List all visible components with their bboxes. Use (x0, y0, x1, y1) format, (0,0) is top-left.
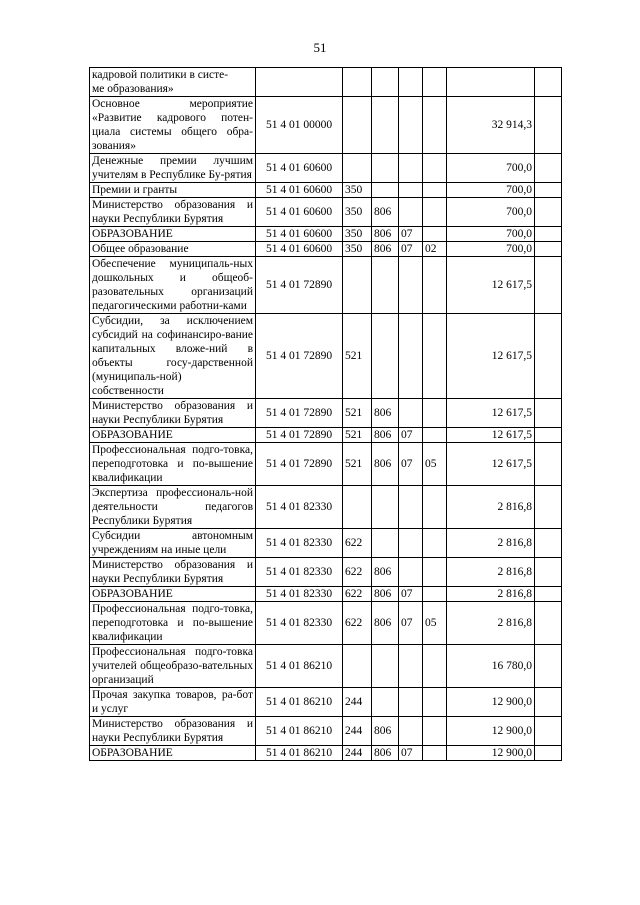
expense-type-cell: 350 (343, 183, 372, 198)
row-name-cell: Профессиональная подго-товка учителей общеобразо-вательных организаций (90, 645, 256, 688)
target-code-cell: 51 4 01 86210 (256, 717, 343, 746)
ministry-code-cell (372, 645, 399, 688)
section-code-cell: 07 (399, 746, 423, 761)
table-row (90, 602, 562, 645)
section-code-cell (399, 198, 423, 227)
table-row (90, 587, 562, 602)
empty-cell (535, 428, 562, 443)
row-name-cell: Премии и гранты (90, 183, 256, 198)
ministry-code-cell (372, 688, 399, 717)
table-row (90, 746, 562, 761)
expense-type-cell: 622 (343, 558, 372, 587)
row-name-cell: Основное мероприятие «Развитие кадрового потен-циала системы общего обра-зования» (90, 97, 256, 154)
expense-type-cell: 622 (343, 529, 372, 558)
empty-cell (535, 183, 562, 198)
section-code-cell (399, 717, 423, 746)
budget-table (89, 67, 562, 761)
subsection-code-cell (423, 227, 447, 242)
row-name-cell: Министерство образования и науки Республики Бурятия (90, 399, 256, 428)
table-row (90, 97, 562, 154)
empty-cell (535, 443, 562, 486)
amount-cell (447, 68, 535, 97)
section-code-cell: 07 (399, 227, 423, 242)
row-name-cell: ОБРАЗОВАНИЕ (90, 746, 256, 761)
subsection-code-cell (423, 428, 447, 443)
target-code-cell: 51 4 01 00000 (256, 97, 343, 154)
section-code-cell (399, 97, 423, 154)
row-name-cell: Денежные премии лучшим учителям в Республике Бу-рятия (90, 154, 256, 183)
table-row (90, 183, 562, 198)
subsection-code-cell (423, 587, 447, 602)
section-code-cell (399, 645, 423, 688)
table-body (90, 68, 562, 761)
subsection-code-cell (423, 399, 447, 428)
empty-cell (535, 242, 562, 257)
target-code-cell: 51 4 01 60600 (256, 242, 343, 257)
target-code-cell: 51 4 01 60600 (256, 227, 343, 242)
ministry-code-cell: 806 (372, 587, 399, 602)
row-name-cell: Профессиональная подго-товка, переподготовка и по-вышение квалификации (90, 602, 256, 645)
amount-cell: 12 617,5 (447, 257, 535, 314)
subsection-code-cell (423, 486, 447, 529)
section-code-cell: 07 (399, 602, 423, 645)
row-name-cell: Прочая закупка товаров, ра-бот и услуг (90, 688, 256, 717)
section-code-cell (399, 154, 423, 183)
row-name-cell: ОБРАЗОВАНИЕ (90, 428, 256, 443)
ministry-code-cell (372, 529, 399, 558)
expense-type-cell: 350 (343, 198, 372, 227)
row-name-cell: Обеспечение муниципаль-ных дошкольных и общеоб-разовательных организаций педагогическими работни-ками (90, 257, 256, 314)
amount-cell: 2 816,8 (447, 486, 535, 529)
empty-cell (535, 717, 562, 746)
empty-cell (535, 529, 562, 558)
row-name-cell: Субсидии, за исключением субсидий на софинансиро-вание капитальных вложе-ний в объекты госу-дарственной (муниципаль-ной) собственности (90, 314, 256, 399)
ministry-code-cell: 806 (372, 717, 399, 746)
row-name-cell: ОБРАЗОВАНИЕ (90, 227, 256, 242)
subsection-code-cell (423, 717, 447, 746)
row-name-cell: кадровой политики в систе- ме образования» (90, 68, 256, 97)
amount-cell: 12 617,5 (447, 314, 535, 399)
table-row (90, 428, 562, 443)
table-row (90, 257, 562, 314)
expense-type-cell: 622 (343, 602, 372, 645)
ministry-code-cell: 806 (372, 399, 399, 428)
expense-type-cell: 244 (343, 688, 372, 717)
ministry-code-cell (372, 68, 399, 97)
table-row (90, 645, 562, 688)
amount-cell: 2 816,8 (447, 587, 535, 602)
expense-type-cell (343, 68, 372, 97)
table-row (90, 227, 562, 242)
ministry-code-cell: 806 (372, 558, 399, 587)
section-code-cell (399, 529, 423, 558)
expense-type-cell (343, 645, 372, 688)
expense-type-cell (343, 257, 372, 314)
expense-type-cell (343, 154, 372, 183)
table-row (90, 314, 562, 399)
expense-type-cell: 622 (343, 587, 372, 602)
row-name-cell: ОБРАЗОВАНИЕ (90, 587, 256, 602)
amount-cell: 700,0 (447, 183, 535, 198)
empty-cell (535, 97, 562, 154)
empty-cell (535, 198, 562, 227)
expense-type-cell: 350 (343, 227, 372, 242)
amount-cell: 700,0 (447, 154, 535, 183)
target-code-cell: 51 4 01 86210 (256, 688, 343, 717)
row-name-cell: Экспертиза профессиональ-ной деятельности педагогов Республики Бурятия (90, 486, 256, 529)
subsection-code-cell (423, 257, 447, 314)
amount-cell: 32 914,3 (447, 97, 535, 154)
section-code-cell: 07 (399, 428, 423, 443)
amount-cell: 700,0 (447, 198, 535, 227)
target-code-cell: 51 4 01 60600 (256, 154, 343, 183)
amount-cell: 2 816,8 (447, 558, 535, 587)
ministry-code-cell: 806 (372, 242, 399, 257)
empty-cell (535, 746, 562, 761)
target-code-cell: 51 4 01 82330 (256, 529, 343, 558)
empty-cell (535, 227, 562, 242)
section-code-cell (399, 558, 423, 587)
section-code-cell: 07 (399, 587, 423, 602)
amount-cell: 12 617,5 (447, 428, 535, 443)
target-code-cell: 51 4 01 72890 (256, 314, 343, 399)
target-code-cell: 51 4 01 82330 (256, 486, 343, 529)
target-code-cell: 51 4 01 82330 (256, 602, 343, 645)
target-code-cell: 51 4 01 82330 (256, 558, 343, 587)
empty-cell (535, 587, 562, 602)
empty-cell (535, 688, 562, 717)
amount-cell: 2 816,8 (447, 529, 535, 558)
table-row (90, 558, 562, 587)
expense-type-cell: 350 (343, 242, 372, 257)
expense-type-cell: 521 (343, 443, 372, 486)
subsection-code-cell (423, 97, 447, 154)
section-code-cell: 07 (399, 443, 423, 486)
amount-cell: 12 900,0 (447, 717, 535, 746)
subsection-code-cell (423, 154, 447, 183)
empty-cell (535, 68, 562, 97)
empty-cell (535, 602, 562, 645)
subsection-code-cell (423, 198, 447, 227)
target-code-cell: 51 4 01 72890 (256, 428, 343, 443)
amount-cell: 12 617,5 (447, 443, 535, 486)
row-name-cell: Министерство образования и науки Республики Бурятия (90, 717, 256, 746)
empty-cell (535, 645, 562, 688)
ministry-code-cell (372, 257, 399, 314)
empty-cell (535, 257, 562, 314)
expense-type-cell: 521 (343, 428, 372, 443)
table-row (90, 443, 562, 486)
table-row (90, 717, 562, 746)
expense-type-cell: 521 (343, 399, 372, 428)
row-name-cell: Профессиональная подго-товка, переподготовка и по-вышение квалификации (90, 443, 256, 486)
section-code-cell (399, 257, 423, 314)
amount-cell: 12 617,5 (447, 399, 535, 428)
target-code-cell: 51 4 01 82330 (256, 587, 343, 602)
amount-cell: 16 780,0 (447, 645, 535, 688)
expense-type-cell (343, 486, 372, 529)
target-code-cell: 51 4 01 60600 (256, 183, 343, 198)
ministry-code-cell (372, 314, 399, 399)
amount-cell: 12 900,0 (447, 746, 535, 761)
table-row (90, 68, 562, 97)
table-row (90, 486, 562, 529)
table-row (90, 242, 562, 257)
subsection-code-cell (423, 645, 447, 688)
subsection-code-cell (423, 68, 447, 97)
ministry-code-cell (372, 154, 399, 183)
ministry-code-cell: 806 (372, 746, 399, 761)
subsection-code-cell (423, 183, 447, 198)
table-row (90, 688, 562, 717)
row-name-cell: Министерство образования и науки Республики Бурятия (90, 198, 256, 227)
section-code-cell (399, 314, 423, 399)
row-name-cell: Общее образование (90, 242, 256, 257)
empty-cell (535, 154, 562, 183)
section-code-cell (399, 399, 423, 428)
target-code-cell: 51 4 01 86210 (256, 645, 343, 688)
ministry-code-cell: 806 (372, 428, 399, 443)
ministry-code-cell (372, 183, 399, 198)
amount-cell: 700,0 (447, 227, 535, 242)
target-code-cell (256, 68, 343, 97)
section-code-cell: 07 (399, 242, 423, 257)
target-code-cell: 51 4 01 72890 (256, 399, 343, 428)
subsection-code-cell: 05 (423, 443, 447, 486)
expense-type-cell (343, 97, 372, 154)
subsection-code-cell (423, 688, 447, 717)
empty-cell (535, 399, 562, 428)
amount-cell: 12 900,0 (447, 688, 535, 717)
target-code-cell: 51 4 01 72890 (256, 257, 343, 314)
ministry-code-cell: 806 (372, 602, 399, 645)
target-code-cell: 51 4 01 72890 (256, 443, 343, 486)
subsection-code-cell (423, 314, 447, 399)
target-code-cell: 51 4 01 60600 (256, 198, 343, 227)
section-code-cell (399, 183, 423, 198)
ministry-code-cell: 806 (372, 227, 399, 242)
row-name-cell: Министерство образования и науки Республики Бурятия (90, 558, 256, 587)
section-code-cell (399, 688, 423, 717)
section-code-cell (399, 68, 423, 97)
subsection-code-cell (423, 529, 447, 558)
ministry-code-cell (372, 486, 399, 529)
empty-cell (535, 486, 562, 529)
table-row (90, 399, 562, 428)
table-row (90, 529, 562, 558)
subsection-code-cell: 05 (423, 602, 447, 645)
section-code-cell (399, 486, 423, 529)
table-row (90, 198, 562, 227)
amount-cell: 700,0 (447, 242, 535, 257)
empty-cell (535, 314, 562, 399)
subsection-code-cell (423, 746, 447, 761)
ministry-code-cell (372, 97, 399, 154)
subsection-code-cell (423, 558, 447, 587)
expense-type-cell: 244 (343, 746, 372, 761)
empty-cell (535, 558, 562, 587)
amount-cell: 2 816,8 (447, 602, 535, 645)
expense-type-cell: 244 (343, 717, 372, 746)
target-code-cell: 51 4 01 86210 (256, 746, 343, 761)
page-number: 51 (313, 40, 327, 55)
ministry-code-cell: 806 (372, 443, 399, 486)
table-row (90, 154, 562, 183)
row-name-cell: Субсидии автономным учреждениям на иные цели (90, 529, 256, 558)
expense-type-cell: 521 (343, 314, 372, 399)
ministry-code-cell: 806 (372, 198, 399, 227)
subsection-code-cell: 02 (423, 242, 447, 257)
